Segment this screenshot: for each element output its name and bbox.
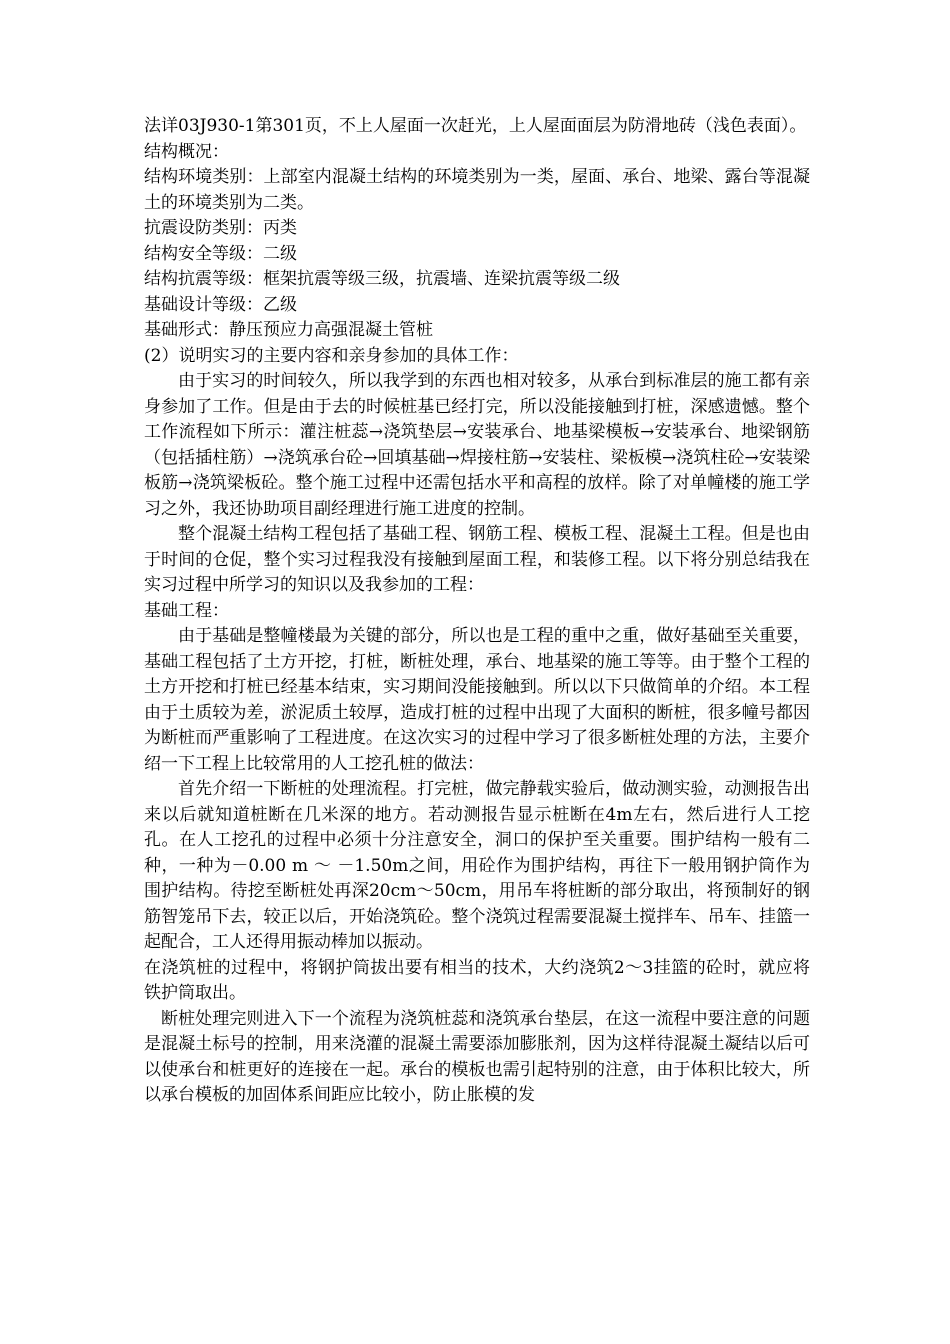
paragraph-foundation-intro: 由于基础是整幢楼最为关键的部分，所以也是工程的重中之重，做好基础至关重要，基础工程包括了土方开挖，打桩，断桩处理，承台、地基梁的施工等等。由于整个工程的土方开挖和打桩已经基本结束，实习期间没能接触到。所以以下只做简单的介绍。本工程由于土质较为差，淤泥质土较厚，造成打桩的过程中出现了大面积的断桩，很多幢号都因为断桩而严重影响了工程进度。在这次实习的过程中学习了很多断桩处理的方法，主要介绍一下工程上比较常用的人工挖孔桩的做法：: [144, 626, 810, 774]
heading-foundation-works: 基础工程：: [144, 600, 229, 621]
paragraph-cushion-pouring: 断桩处理完则进入下一个流程为浇筑桩蕊和浇筑承台垫层，在这一流程中要注意的问题是混凝土标号的控制，用来浇灌的混凝土需要添加膨胀剂，因为这样待混凝土凝结以后可以使承台和桩更好的连接在一起。承台的模板也需引起特别的注意，由于体积比较大，所以承台模板的加固体系间距应比较小，防止胀模的发: [144, 1008, 810, 1105]
paragraph-foundation-type: 基础形式：静压预应力高强混凝土管桩: [144, 320, 433, 340]
heading-internship-content: (2）说明实习的主要内容和亲身参加的具体工作：: [144, 345, 519, 366]
paragraph-workflow: 由于实习的时间较久，所以我学到的东西也相对较多，从承台到标准层的施工都有亲身参加了工作。但是由于去的时候桩基已经打完，所以没能接触到打桩，深感遗憾。整个工作流程如下所示：灌注桩蕊→浇筑垫层→安装承台、地基梁模板→安装承台、地梁钢筋（包括插柱筋）→浇筑承台砼→回填基础→焊接柱筋→安装柱、梁板模→浇筑柱砼→安装梁板筋→浇筑梁板砼。整个施工过程中还需包括水平和高程的放样。除了对单幢楼的施工学习之外，我还协助项目副经理进行施工进度的控制。: [144, 371, 810, 519]
paragraph-foundation-grade: 基础设计等级：乙级: [144, 294, 297, 315]
paragraph-casing-removal: 在浇筑桩的过程中，将钢护筒拔出要有相当的技术，大约浇筑2～3挂篮的砼时，就应将铁护筒取出。: [144, 957, 810, 1003]
paragraph-broken-pile-process: 首先介绍一下断桩的处理流程。打完桩，做完静载实验后，做动测实验，动测报告出来以后就知道桩断在几米深的地方。若动测报告显示桩断在4m左右，然后进行人工挖孔。在人工挖孔的过程中必须十分注意安全，洞口的保护至关重要。围护结构一般有二种，一种为－0.00 m ～ －1.50m之间，用砼作为围护结构，再往下一般用钢护筒作为围护结构。待挖至断桩处再深20cm～50cm，用吊车将桩断的部分取出，将预制好的钢筋智笼吊下去，较正以后，开始浇筑砼。整个浇筑过程需要混凝土搅拌车、吊车、挂篮一起配合，工人还得用振动棒加以振动。: [144, 779, 810, 952]
paragraph-seismic-category: 抗震设防类别：丙类: [144, 218, 297, 238]
paragraph-concrete-works: 整个混凝土结构工程包括了基础工程、钢筋工程、模板工程、混凝土工程。但是也由于时间的仓促，整个实习过程我没有接触到屋面工程，和装修工程。以下将分别总结我在实习过程中所学习的知识以及我参加的工程：: [144, 524, 810, 595]
heading-structure-overview: 结构概况：: [144, 141, 229, 162]
paragraph-environment-class: 结构环境类别：上部室内混凝土结构的环境类别为一类，屋面、承台、地梁、露台等混凝土的环境类别为二类。: [144, 167, 810, 213]
paragraph-seismic-grade: 结构抗震等级：框架抗震等级三级，抗震墙、连梁抗震等级二级: [144, 269, 620, 289]
paragraph-safety-grade: 结构安全等级：二级: [144, 243, 297, 264]
document-page: [144, 114, 810, 1109]
paragraph-roof-finish: 法详03J930-1第301页，不上人屋面一次赶光，上人屋面面层为防滑地砖（浅色表面）。: [144, 116, 807, 136]
